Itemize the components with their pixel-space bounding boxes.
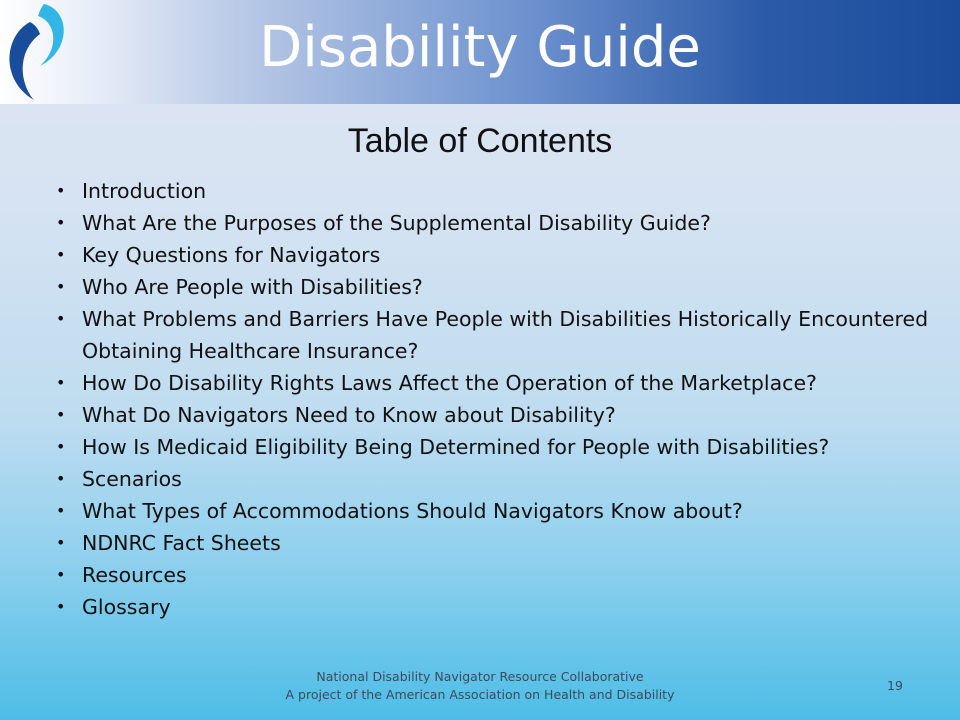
bullet-icon: • — [56, 501, 66, 520]
toc-item — [56, 175, 936, 207]
bullet-icon: • — [56, 213, 66, 232]
toc-item-label: Introduction — [82, 179, 207, 203]
bullet-icon: • — [56, 277, 66, 296]
footer-organization: National Disability Navigator Resource Collaborative — [316, 669, 644, 684]
toc-item-label: Resources — [82, 563, 187, 587]
toc-item — [56, 207, 936, 239]
bullet-icon: • — [56, 437, 66, 456]
toc-item — [56, 591, 936, 623]
footer-credits — [180, 668, 780, 704]
toc-item — [56, 303, 936, 367]
toc-item — [56, 271, 936, 303]
table-of-contents — [56, 175, 936, 623]
toc-item-label: Key Questions for Navigators — [82, 243, 381, 267]
bullet-icon: • — [56, 469, 66, 488]
page-number: 19 — [887, 678, 903, 693]
toc-item-label: NDNRC Fact Sheets — [82, 531, 281, 555]
toc-item-label: Glossary — [82, 595, 171, 619]
toc-item — [56, 463, 936, 495]
bullet-icon: • — [56, 565, 66, 584]
bullet-icon: • — [56, 533, 66, 552]
toc-item-label: Who Are People with Disabilities? — [82, 275, 423, 299]
toc-item-label: What Do Navigators Need to Know about Disability? — [82, 403, 616, 427]
toc-item-label: What Problems and Barriers Have People with Disabilities Historically Encountered Obtaining Healthcare Insurance? — [82, 307, 929, 363]
toc-item — [56, 559, 936, 591]
toc-item-label: What Are the Purposes of the Supplemental Disability Guide? — [82, 211, 711, 235]
toc-item-label: How Is Medicaid Eligibility Being Determined for People with Disabilities? — [82, 435, 830, 459]
toc-item — [56, 367, 936, 399]
toc-item-label: Scenarios — [82, 467, 182, 491]
toc-item — [56, 431, 936, 463]
toc-item — [56, 527, 936, 559]
bullet-icon: • — [56, 309, 66, 328]
toc-item — [56, 399, 936, 431]
bullet-icon: • — [56, 405, 66, 424]
toc-item-label: How Do Disability Rights Laws Affect the Operation of the Marketplace? — [82, 371, 817, 395]
toc-item — [56, 239, 936, 271]
section-heading: Table of Contents — [347, 122, 613, 160]
footer-project-note: A project of the American Association on Health and Disability — [285, 687, 675, 702]
toc-item — [56, 495, 936, 527]
page-title: Disability Guide — [259, 15, 701, 80]
bullet-icon: • — [56, 373, 66, 392]
toc-item-label: What Types of Accommodations Should Navigators Know about? — [82, 499, 743, 523]
bullet-icon: • — [56, 181, 66, 200]
header-banner — [0, 0, 960, 104]
bullet-icon: • — [56, 245, 66, 264]
bullet-icon: • — [56, 597, 66, 616]
